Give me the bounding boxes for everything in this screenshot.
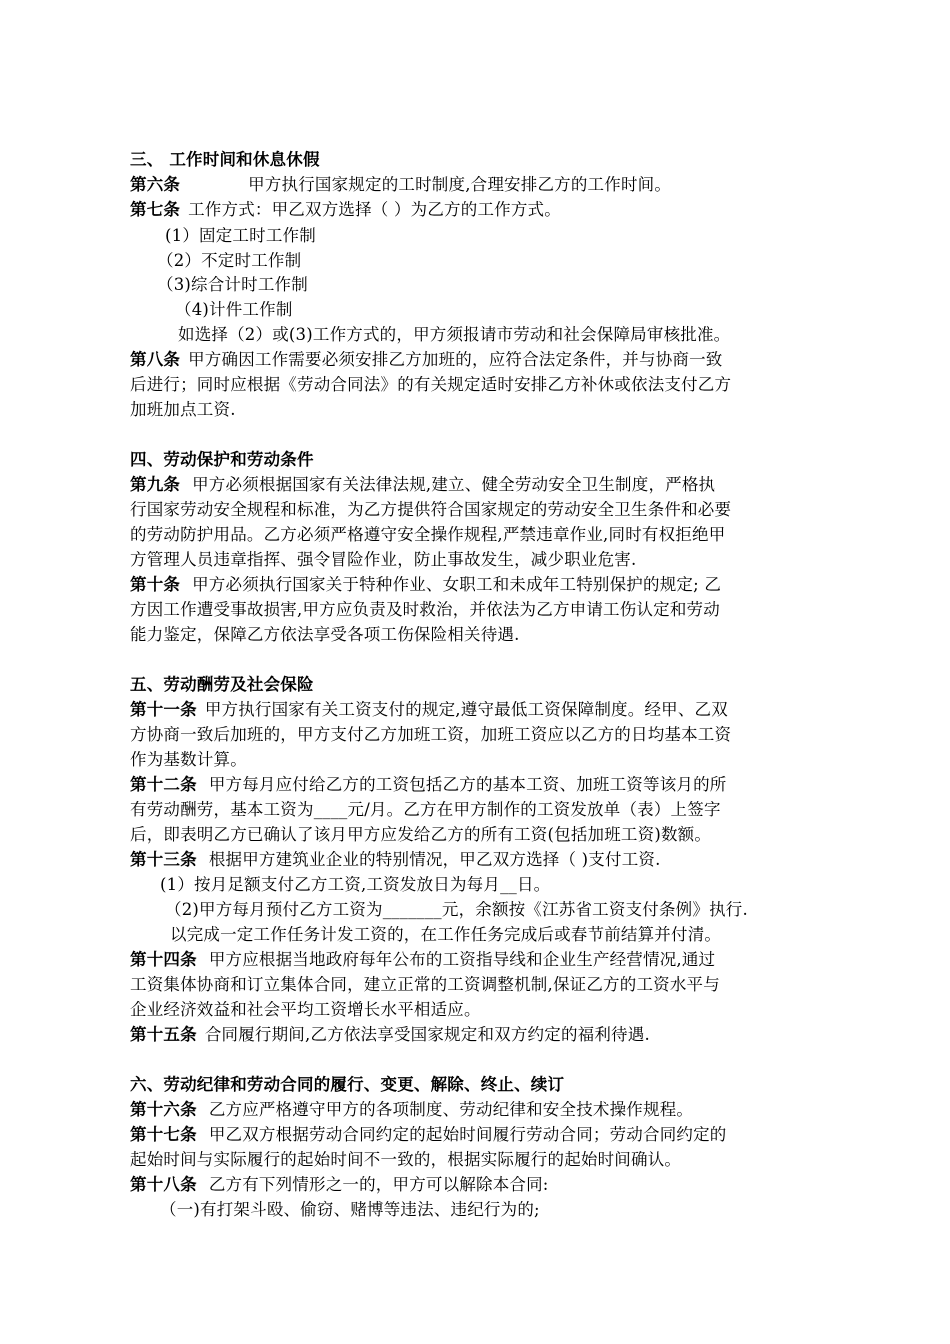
article-10	[130, 573, 820, 597]
article-9	[130, 473, 820, 497]
article-text: 甲方执行国家规定的工时制度,合理安排乙方的工作时间。	[248, 175, 672, 194]
article-15	[130, 1023, 820, 1047]
article-11	[130, 698, 820, 722]
article-text: 甲方必须根据国家有关法律法规,建立、健全劳动安全卫生制度，严格执	[192, 475, 716, 494]
section-heading: 五、劳动酬劳及社会保险	[130, 675, 314, 694]
article-14	[130, 948, 820, 972]
section-heading: 三、 工作时间和休息休假	[130, 150, 320, 169]
article-text: 乙方有下列情形之一的，甲方可以解除本合同:	[208, 1175, 549, 1194]
option-item: （2)甲方每月预付乙方工资为_______元，余额按《江苏省工资支付条例》执行.	[165, 900, 748, 919]
article-label: 第九条	[130, 475, 181, 494]
option-item: (1）按月足额支付乙方工资,工资发放日为每月__日。	[160, 875, 551, 894]
article-label: 第十七条	[130, 1125, 197, 1144]
article-7	[130, 198, 820, 222]
section-heading: 四、劳动保护和劳动条件	[130, 450, 314, 469]
article-8	[130, 348, 820, 372]
paragraph-line: 作为基数计算。	[130, 750, 247, 769]
paragraph-line: 工资集体协商和订立集体合同，建立正常的工资调整机制,保证乙方的工资水平与	[130, 975, 720, 994]
option-item: （一)有打架斗殴、偷窃、赌博等违法、违纪行为的;	[160, 1200, 540, 1219]
option-item: （2）不定时工作制	[157, 251, 302, 270]
option-item: （3)综合计时工作制	[157, 275, 308, 294]
article-text: 甲方应根据当地政府每年公布的工资指导线和企业生产经营情况,通过	[208, 950, 716, 969]
paragraph-line: 企业经济效益和社会平均工资增长水平相适应。	[130, 1000, 481, 1019]
paragraph-line: 方管理人员违章指挥、强令冒险作业，防止事故发生，减少职业危害.	[130, 550, 637, 569]
paragraph-line: 后进行；同时应根据《劳动合同法》的有关规定适时安排乙方补休或依法支付乙方	[130, 375, 732, 394]
section-heading: 六、劳动纪律和劳动合同的履行、变更、解除、终止、续订	[130, 1075, 565, 1094]
article-label: 第十五条	[130, 1025, 197, 1044]
article-16	[130, 1098, 820, 1122]
article-13	[130, 848, 820, 872]
article-label: 第十八条	[130, 1175, 197, 1194]
paragraph-line: 方因工作遭受事故损害,甲方应负责及时救治，并依法为乙方申请工伤认定和劳动	[130, 600, 720, 619]
note-text: 如选择（2）或(3)工作方式的，甲方须报请市劳动和社会保障局审核批准。	[178, 325, 731, 344]
article-text: 甲方执行国家有关工资支付的规定,遵守最低工资保障制度。经甲、乙双	[204, 700, 728, 719]
article-label: 第六条	[130, 175, 181, 194]
article-text: 甲方每月应付给乙方的工资包括乙方的基本工资、加班工资等该月的所	[208, 775, 727, 794]
article-text: 工作方式：甲乙双方选择（ ）为乙方的工作方式。	[188, 200, 561, 219]
paragraph-line: 方协商一致后加班的，甲方支付乙方加班工资，加班工资应以乙方的日均基本工资	[130, 725, 732, 744]
article-text: 甲方必须执行国家关于特种作业、女职工和未成年工特别保护的规定; 乙	[192, 575, 722, 594]
article-label: 第十三条	[130, 850, 197, 869]
article-label: 第八条	[130, 350, 181, 369]
paragraph-line: 的劳动防护用品。乙方必须严格遵守安全操作规程,严禁违章作业,同时有权拒绝甲	[130, 525, 726, 544]
article-label: 第十条	[130, 575, 181, 594]
article-label: 第七条	[130, 200, 181, 219]
paragraph-line: 后，即表明乙方已确认了该月甲方应发给乙方的所有工资(包括加班工资)数额。	[130, 825, 712, 844]
article-text: 乙方应严格遵守甲方的各项制度、劳动纪律和安全技术操作规程。	[208, 1100, 694, 1119]
article-label: 第十一条	[130, 700, 197, 719]
paragraph-line: 以完成一定工作任务计发工资的，在工作任务完成后或春节前结算并付清。	[170, 925, 722, 944]
paragraph-line: 能力鉴定，保障乙方依法享受各项工伤保险相关待遇.	[130, 625, 520, 644]
article-12	[130, 773, 820, 797]
article-text: 甲方确因工作需要必须安排乙方加班的，应符合法定条件，并与协商一致	[188, 350, 723, 369]
paragraph-line: 行国家劳动安全规程和标准，为乙方提供符合国家规定的劳动安全卫生条件和必要	[130, 500, 732, 519]
article-6	[130, 173, 820, 197]
article-17	[130, 1123, 820, 1147]
paragraph-line: 起始时间与实际履行的起始时间不一致的，根据实际履行的起始时间确认。	[130, 1150, 682, 1169]
article-text: 合同履行期间,乙方依法享受国家规定和双方约定的福利待遇.	[204, 1025, 650, 1044]
paragraph-line: 有劳动酬劳，基本工资为____元/月。乙方在甲方制作的工资发放单（表）上签字	[130, 800, 721, 819]
option-item: （4)计件工作制	[175, 300, 293, 319]
article-label: 第十六条	[130, 1100, 197, 1119]
article-18	[130, 1173, 820, 1197]
option-item: (1）固定工时工作制	[165, 226, 316, 245]
article-text: 甲乙双方根据劳动合同约定的起始时间履行劳动合同；劳动合同约定的	[208, 1125, 727, 1144]
article-text: 根据甲方建筑业企业的特别情况，甲乙双方选择（ )支付工资.	[208, 850, 661, 869]
article-label: 第十二条	[130, 775, 197, 794]
article-label: 第十四条	[130, 950, 197, 969]
paragraph-line: 加班加点工资.	[130, 400, 236, 419]
